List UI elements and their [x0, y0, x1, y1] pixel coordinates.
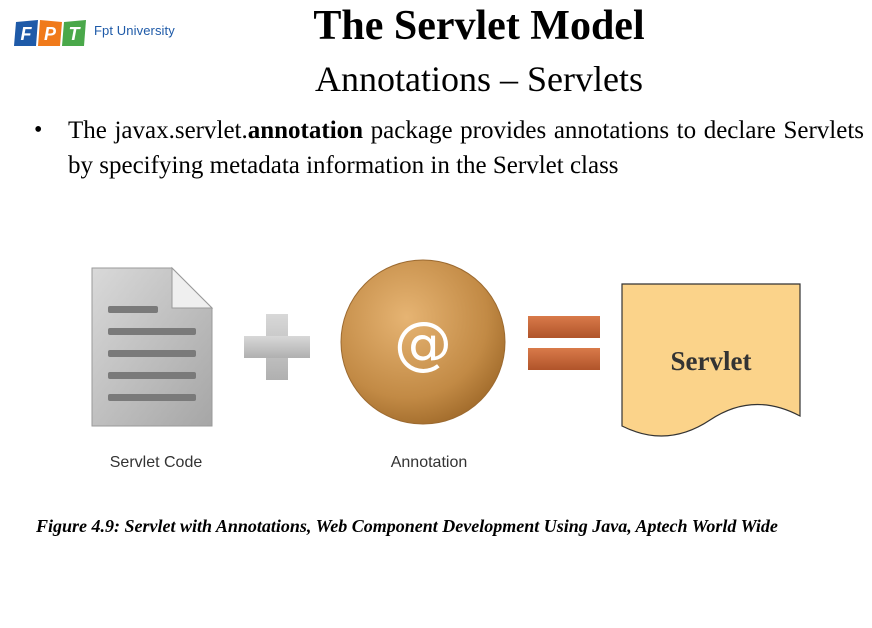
servlet-code-label: Servlet Code [109, 454, 203, 471]
servlet-annotation-diagram [80, 250, 820, 480]
bullet-text-before: The javax.servlet. [68, 117, 248, 144]
bullet-text-after: package provides annotations to declare Servlets by specifying metadata information in the Servlet class [68, 117, 864, 179]
at-symbol: @ [394, 309, 452, 377]
servlet-result-label: Servlet [670, 346, 752, 376]
servlet-icon [622, 284, 800, 436]
annotation-label: Annotation [390, 454, 468, 471]
logo-letter-f: F [20, 24, 32, 44]
logo-letter-p: P [43, 24, 57, 44]
annotation-icon [341, 260, 505, 424]
logo-text: Fpt University [94, 23, 175, 38]
equals-icon [528, 316, 600, 370]
slide-title: The Servlet Model [313, 3, 645, 49]
plus-icon [244, 314, 310, 380]
bullet-text [68, 113, 864, 183]
slide-subtitle: Annotations – Servlets [315, 59, 643, 99]
logo-letter-t: T [68, 24, 80, 44]
bullet-text-bold: annotation [247, 117, 364, 144]
document-icon [92, 268, 212, 426]
bullet-marker: • [34, 117, 43, 143]
figure-caption: Figure 4.9: Servlet with Annotations, Web Component Development Using Java, Aptech World Wide [36, 516, 778, 536]
